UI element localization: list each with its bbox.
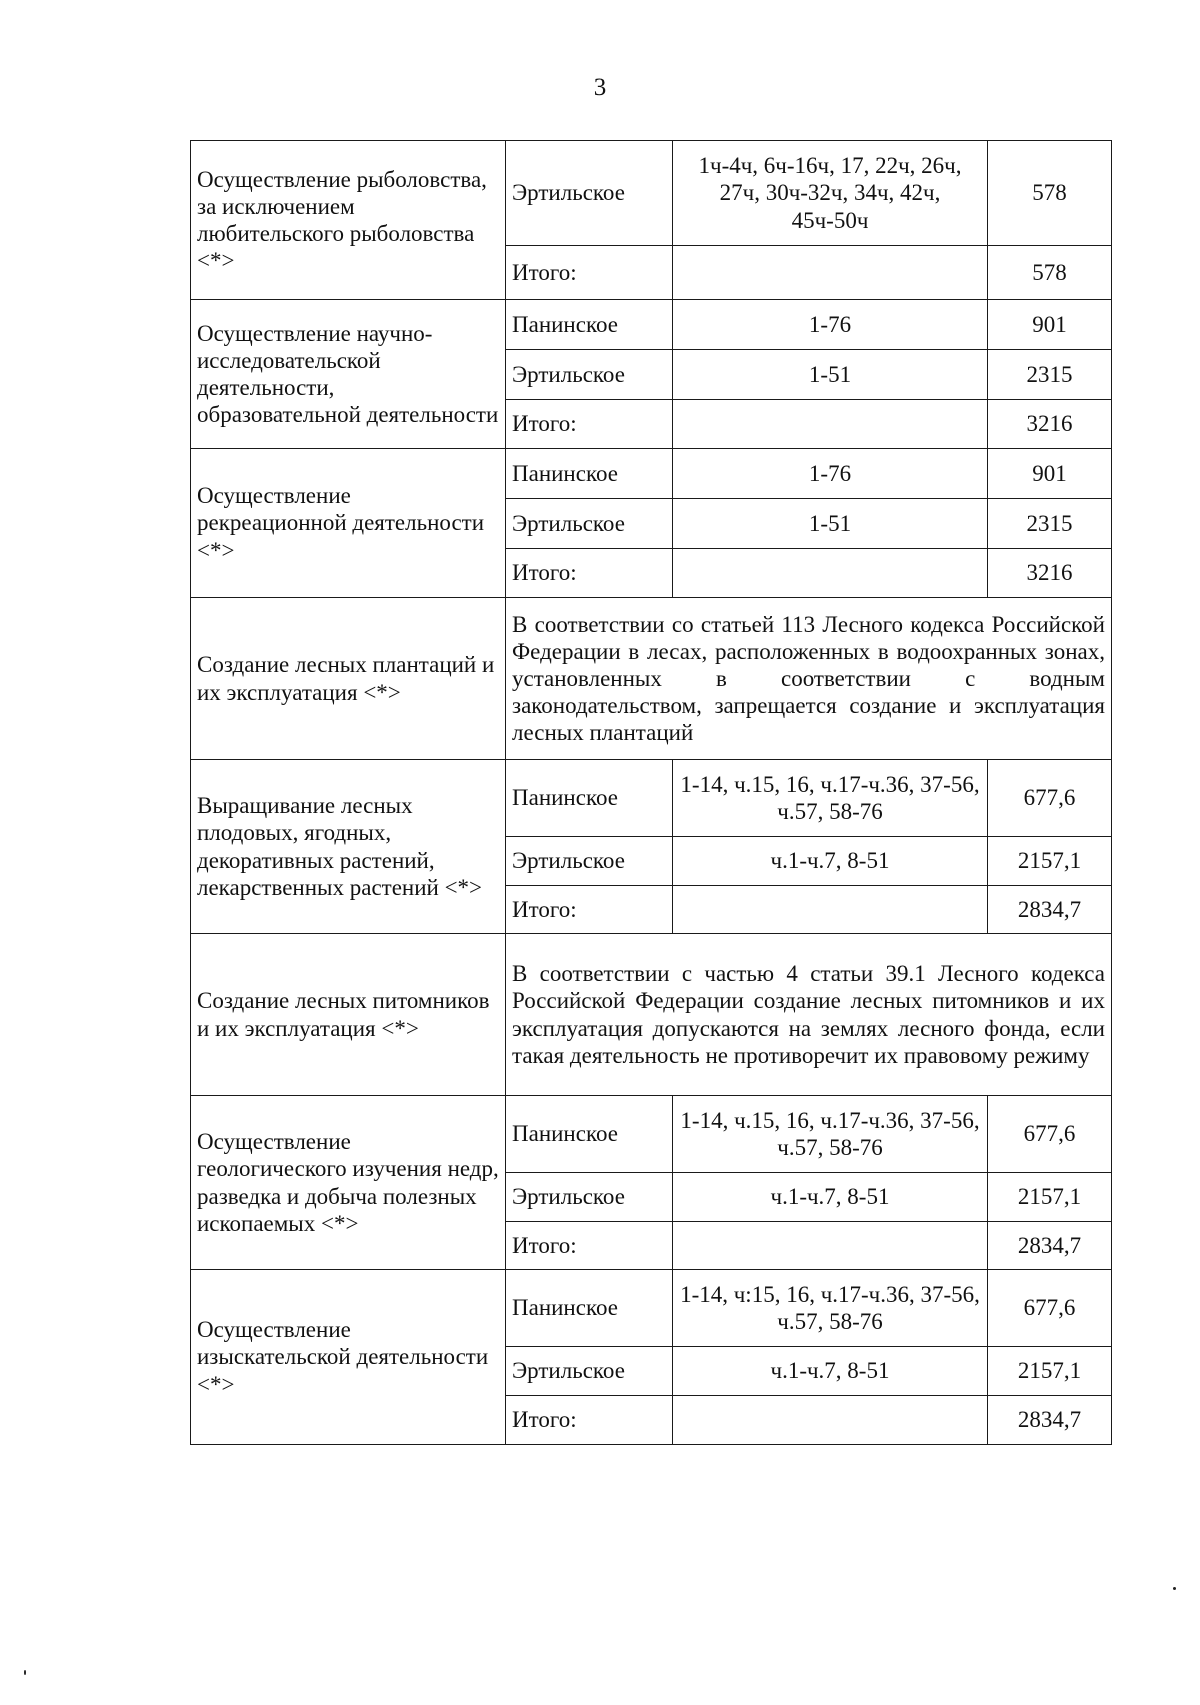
forestry-cell: Панинское	[506, 449, 673, 499]
quarters-cell: ч.1-ч.7, 8-51	[673, 837, 988, 886]
quarters-cell: 1-76	[673, 449, 988, 499]
area-cell: 2315	[988, 499, 1112, 549]
forestry-cell: Эртильское	[506, 837, 673, 886]
table-row	[191, 598, 1112, 760]
total-label-cell: Итого:	[506, 1396, 673, 1445]
forestry-cell: Эртильское	[506, 141, 673, 246]
area-cell: 2157,1	[988, 837, 1112, 886]
total-label-cell: Итого:	[506, 246, 673, 300]
forestry-cell: Эртильское	[506, 1173, 673, 1222]
activity-cell: Создание лесных плантаций и их эксплуатация <*>	[191, 598, 506, 760]
activity-cell: Осуществление рекреационной деятельности <*>	[191, 449, 506, 598]
area-cell: 2315	[988, 350, 1112, 400]
forest-use-table	[190, 140, 1112, 1445]
quarters-cell: 1-14, ч:15, 16, ч.17-ч.36, 37-56, ч.57, 58-76	[673, 1270, 988, 1347]
empty-cell	[673, 886, 988, 934]
table-row	[191, 760, 1112, 837]
quarters-cell: 1-51	[673, 499, 988, 549]
total-area-cell: 3216	[988, 549, 1112, 598]
table-row	[191, 934, 1112, 1096]
area-cell: 2157,1	[988, 1173, 1112, 1222]
page-number: 3	[593, 74, 607, 101]
forestry-cell: Панинское	[506, 1096, 673, 1173]
table-row	[191, 1270, 1112, 1347]
area-cell: 578	[988, 141, 1112, 246]
activity-cell: Осуществление научно-исследовательской деятельности, образовательной деятельности	[191, 300, 506, 449]
note-cell: В соответствии с частью 4 статьи 39.1 Лесного кодекса Российской Федерации создание лесных питомников и их эксплуатация допускаются на землях лесного фонда, если такая деятельность не противоречит их правовому режиму	[506, 934, 1112, 1096]
activity-cell: Осуществление геологического изучения недр, разведка и добыча полезных ископаемых <*>	[191, 1096, 506, 1270]
area-cell: 677,6	[988, 1096, 1112, 1173]
activity-cell: Выращивание лесных плодовых, ягодных, декоративных растений, лекарственных растений <*>	[191, 760, 506, 934]
table-row	[191, 1096, 1112, 1173]
area-cell: 2157,1	[988, 1347, 1112, 1396]
forestry-cell: Эртильское	[506, 499, 673, 549]
scan-speck	[24, 1670, 26, 1675]
total-area-cell: 2834,7	[988, 1222, 1112, 1270]
scan-speck	[1173, 1587, 1176, 1590]
forestry-cell: Панинское	[506, 760, 673, 837]
forestry-cell: Панинское	[506, 1270, 673, 1347]
quarters-cell: 1-76	[673, 300, 988, 350]
note-cell: В соответствии со статьей 113 Лесного кодекса Российской Федерации в лесах, расположенных в водоохранных зонах, установленных в соответствии с водным законодательством, запрещается создание и эксплуатация лесных плантаций	[506, 598, 1112, 760]
area-cell: 901	[988, 300, 1112, 350]
total-label-cell: Итого:	[506, 886, 673, 934]
table-row	[191, 141, 1112, 246]
total-area-cell: 2834,7	[988, 1396, 1112, 1445]
area-cell: 677,6	[988, 760, 1112, 837]
area-cell: 901	[988, 449, 1112, 499]
quarters-cell: 1-14, ч.15, 16, ч.17-ч.36, 37-56, ч.57, 58-76	[673, 760, 988, 837]
table-row	[191, 449, 1112, 499]
empty-cell	[673, 246, 988, 300]
quarters-cell: 1-14, ч.15, 16, ч.17-ч.36, 37-56, ч.57, 58-76	[673, 1096, 988, 1173]
quarters-cell: 1ч-4ч, 6ч-16ч, 17, 22ч, 26ч, 27ч, 30ч-32ч, 34ч, 42ч, 45ч-50ч	[673, 141, 988, 246]
quarters-cell: 1-51	[673, 350, 988, 400]
forestry-cell: Эртильское	[506, 1347, 673, 1396]
forestry-cell: Панинское	[506, 300, 673, 350]
empty-cell	[673, 1396, 988, 1445]
empty-cell	[673, 549, 988, 598]
area-cell: 677,6	[988, 1270, 1112, 1347]
total-label-cell: Итого:	[506, 549, 673, 598]
total-label-cell: Итого:	[506, 400, 673, 449]
empty-cell	[673, 1222, 988, 1270]
quarters-cell: ч.1-ч.7, 8-51	[673, 1347, 988, 1396]
total-label-cell: Итого:	[506, 1222, 673, 1270]
activity-cell: Осуществление рыболовства, за исключением любительского рыболовства <*>	[191, 141, 506, 300]
activity-cell: Создание лесных питомников и их эксплуатация <*>	[191, 934, 506, 1096]
quarters-cell: ч.1-ч.7, 8-51	[673, 1173, 988, 1222]
total-area-cell: 3216	[988, 400, 1112, 449]
empty-cell	[673, 400, 988, 449]
table-row	[191, 300, 1112, 350]
total-area-cell: 578	[988, 246, 1112, 300]
activity-cell: Осуществление изыскательской деятельности <*>	[191, 1270, 506, 1445]
forestry-cell: Эртильское	[506, 350, 673, 400]
total-area-cell: 2834,7	[988, 886, 1112, 934]
